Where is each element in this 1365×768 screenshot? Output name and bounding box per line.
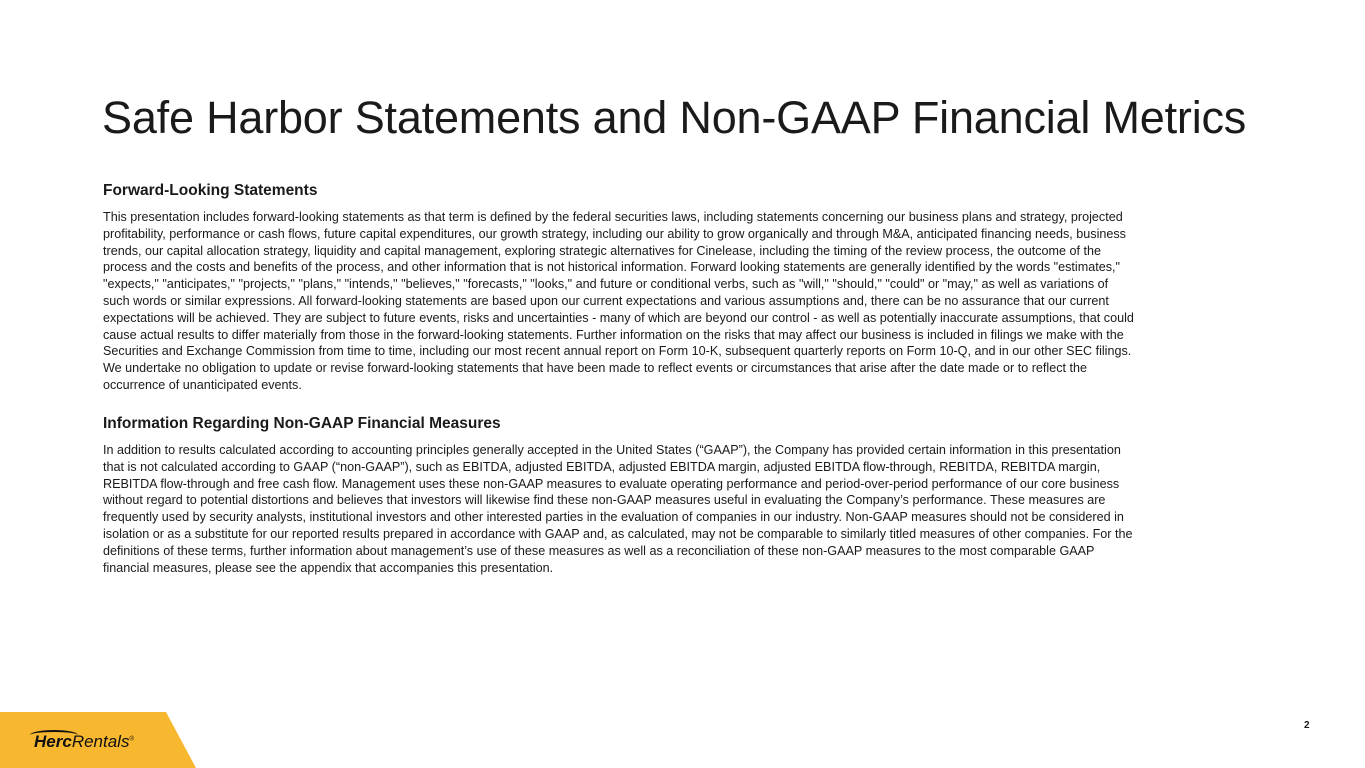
paragraph-line: expectations will be achieved. They are subject to future events, risks and uncertainties - many of which are beyond our control - as well as potentially inaccurate assumptions, that could: [103, 310, 1134, 325]
paragraph-line: occurrence of unanticipated events.: [103, 377, 302, 392]
herc-rentals-logo: [34, 732, 134, 752]
paragraph-line: REBITDA flow-through and free cash flow. Management uses these non-GAAP measures to evaluate operating performance and period-over-period performance of our core business: [103, 476, 1120, 491]
page-number: 2: [1304, 720, 1310, 731]
paragraph-line: trends, our capital allocation strategy, liquidity and capital management, exploring strategic alternatives for Cinelease, including the timing of the review process, the outcome of the: [103, 243, 1102, 258]
non-gaap-paragraph: [103, 442, 1132, 576]
paragraph-line: without regard to potential distortions and believes that investors will likewise find these non-GAAP measures useful in evaluating the Company’s performance. These measures are: [103, 493, 1106, 508]
paragraph-line: This presentation includes forward-looking statements as that term is defined by the federal securities laws, including statements concerning our business plans and strategy, projected: [103, 210, 1123, 224]
section-heading-forward-looking: Forward-Looking Statements: [103, 182, 318, 199]
section-heading-non-gaap: Information Regarding Non-GAAP Financial Measures: [103, 415, 501, 432]
paragraph-line: Securities and Exchange Commission from time to time, including our most recent annual report on Form 10-K, subsequent quarterly reports on Form 10-Q, and in our other SEC filings.: [103, 344, 1132, 359]
paragraph-line: cause actual results to differ materially from those in the forward-looking statements. Further information on the risks that may affect our business is included in filings we make with the: [103, 327, 1124, 342]
paragraph-line: that is not calculated according to GAAP (“non-GAAP”), such as EBITDA, adjusted EBITDA, adjusted EBITDA margin, adjusted EBITDA flow-through, REBITDA, REBITDA margin,: [103, 459, 1101, 474]
paragraph-line: "expects," "anticipates," "projects," "plans," "intends," "believes," "forecasts," "looks," and future or conditional verbs, such as "will," "should," "could" or "may," as well as variations of: [103, 277, 1109, 292]
logo-light: Rentals: [71, 732, 130, 751]
paragraph-line: In addition to results calculated according to accounting principles generally accepted in the United States (“GAAP”), the Company has provided certain information in this presentation: [103, 443, 1121, 457]
paragraph-line: frequently used by security analysts, institutional investors and other interested parties in the evaluation of companies in our industry. Non-GAAP measures should not be considered in: [103, 510, 1124, 525]
paragraph-line: profitability, performance or cash flows, future capital expenditures, our growth strategy, including our ability to grow organically and through M&A, anticipated financing needs, business: [103, 226, 1126, 241]
paragraph-line: such words or similar expressions. All forward-looking statements are based upon our current expectations and various assumptions and, there can be no assurance that our current: [103, 293, 1109, 308]
paragraph-line: We undertake no obligation to update or revise forward-looking statements that have been made to reflect events or circumstances that arise after the date made or to reflect the: [103, 361, 1088, 376]
page-title: Safe Harbor Statements and Non-GAAP Financial Metrics: [102, 92, 1247, 143]
logo-bold: Herc: [34, 732, 72, 751]
logo-mark: ®: [129, 736, 134, 743]
paragraph-line: definitions of these terms, further information about management’s use of these measures as well as a reconciliation of these non-GAAP measures to the most comparable GAAP: [103, 543, 1095, 558]
forward-looking-paragraph: [103, 209, 1134, 394]
paragraph-line: isolation or as a substitute for our reported results prepared in accordance with GAAP and, as calculated, may not be comparable to similarly titled measures of other companies. For the: [103, 526, 1133, 541]
paragraph-line: process and the costs and benefits of the process, and other information that is not historical information. Forward looking statements are generally identified by the words "estimates,": [103, 260, 1120, 275]
paragraph-line: financial measures, please see the appendix that accompanies this presentation.: [103, 560, 554, 575]
